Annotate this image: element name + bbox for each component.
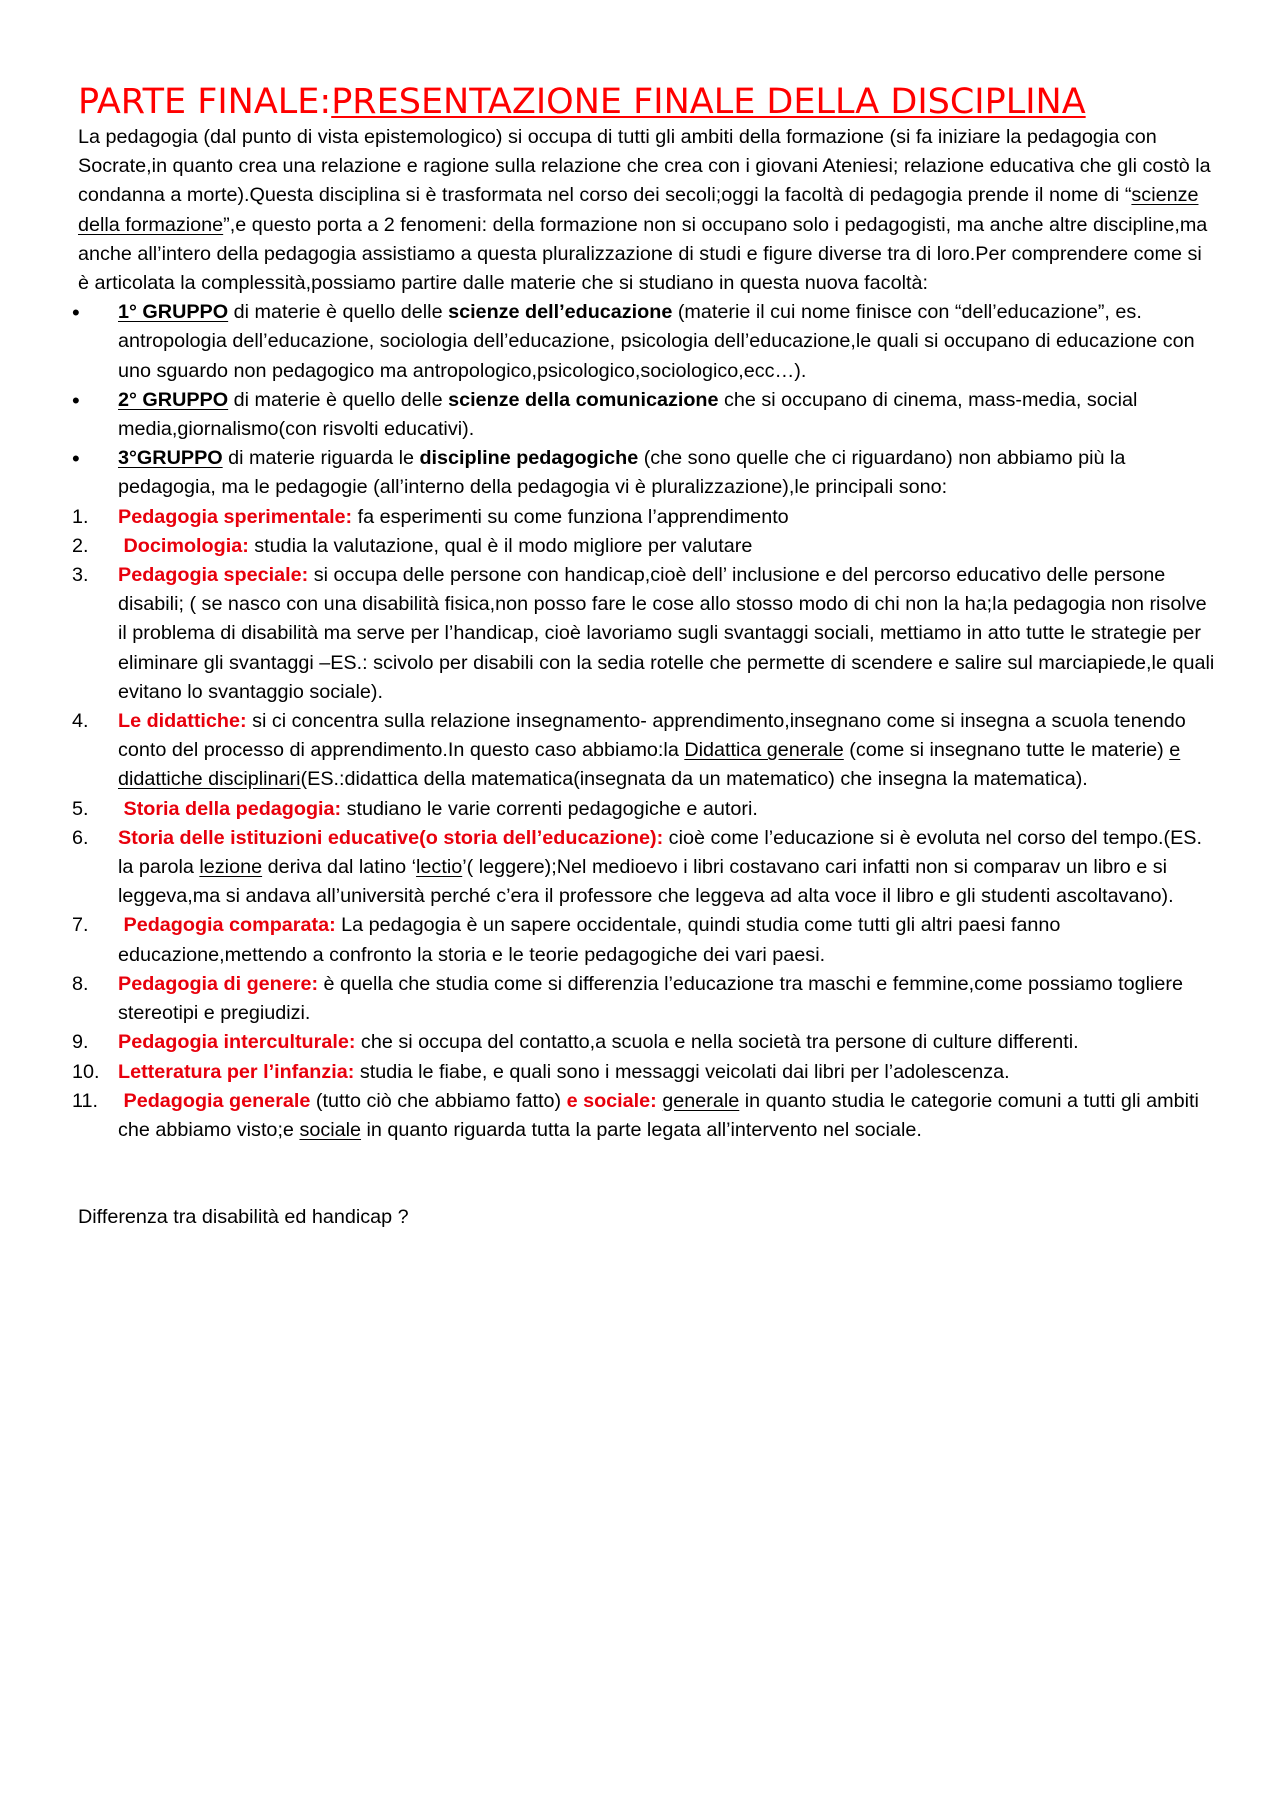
topic-text: si occupa delle persone con handicap,cioè dell’ inclusione e del percorso educativo delle persone disabili; ( se nasco con una disabilità fisica,non posso fare le cose allo stosso modo di chi non la ha;la pedagogia non risolve il problema di disabilità ma serve per l’handicap, cioè lavoriamo sugli svantaggi sociali, mettiamo in atto tutte le strategie per eliminare gli svantaggi –ES.: scivolo per disabili con la sedia rotelle che permette di scendere e salire sul marciapiede,le quali evitano lo svantaggio sociale).: [118, 564, 1215, 703]
group-label: 1° GRUPPO: [118, 301, 229, 324]
topic-text: è quella che studia come si differenzia l’educazione tra maschi e femmine,come possiamo togliere stereotipi e pregiudizi.: [118, 972, 1184, 1025]
group-item: [78, 298, 1218, 386]
topic-term: Storia della pedagogia:: [118, 797, 342, 820]
topic-term: Storia delle istituzioni educative(o storia dell’educazione):: [118, 826, 664, 849]
topic-underlined-term: Didattica generale: [684, 739, 844, 762]
intro-text-b: ”,e questo porta a 2 fenomeni: della formazione non si occupano solo i pedagogisti, ma anche altre discipline,ma anche all’intero della pedagogia assistiamo a questa pluralizzazione di studi e figure diverse tra di loro.Per comprendere come si è articolata la complessità,possiamo partire dalle materie che si studiano in questa nuova facoltà:: [78, 213, 1208, 295]
topic-term: e sociale:: [566, 1089, 657, 1112]
topic-text: deriva dal latino ‘: [262, 856, 417, 879]
closing-question: Differenza tra disabilità ed handicap ?: [78, 1206, 409, 1229]
topic-list: [72, 503, 1218, 1145]
topic-item: [72, 532, 1218, 561]
group-text: di materie riguarda le: [222, 447, 420, 470]
topic-number: 11.: [72, 1089, 99, 1112]
group-text: che si occupano di cinema, mass-media, social media,giornalismo(con risvolti educativi).: [118, 388, 1138, 441]
topic-item: [72, 503, 1218, 532]
topic-number: 1.: [72, 505, 89, 528]
topic-text: cioè come l’educazione si è evoluta nel corso del tempo.(ES. la parola: [118, 826, 1202, 879]
topic-underlined-term: sociale: [299, 1118, 362, 1141]
topic-term: Docimologia:: [118, 534, 249, 557]
group-text: di materie è quello delle: [228, 301, 449, 324]
topic-item: [72, 970, 1218, 1028]
topic-text: in quanto riguarda tutta la parte legata all’intervento nel sociale.: [361, 1118, 922, 1141]
topic-term: Pedagogia sperimentale:: [118, 505, 353, 528]
topic-text: (tutto ciò che abbiamo fatto): [310, 1089, 567, 1112]
topic-item: [72, 1028, 1218, 1057]
topic-text: studiano le varie correnti pedagogiche e autori.: [341, 797, 758, 820]
topic-term: Pedagogia comparata:: [118, 914, 336, 937]
topic-number: 6.: [72, 826, 89, 849]
group-bold-term: scienze dell’educazione: [448, 301, 673, 324]
group-text: di materie è quello delle: [228, 388, 449, 411]
topic-item: [72, 1087, 1218, 1145]
group-item: [78, 444, 1218, 502]
group-bold-term: scienze della comunicazione: [448, 388, 719, 411]
topic-item: [72, 824, 1218, 912]
topic-item: [72, 561, 1218, 707]
document-body: [72, 123, 1218, 1232]
topic-text: La pedagogia è un sapere occidentale, quindi studia come tutti gli altri paesi fanno educazione,mettendo a confronto la storia e le teorie pedagogiche dei vari paesi.: [118, 914, 1061, 966]
topic-number: 5.: [72, 797, 89, 820]
group-bold-term: discipline pedagogiche: [419, 447, 639, 470]
topic-number: 8.: [72, 972, 89, 995]
title-prefix: PARTE FINALE:: [78, 82, 332, 122]
intro-paragraph: [78, 123, 1218, 298]
topic-text: che si occupa del contatto,a scuola e nella società tra persone di culture differenti.: [355, 1031, 1079, 1054]
topic-item: [72, 707, 1218, 795]
topic-number: 4.: [72, 710, 89, 733]
topic-term: Pedagogia interculturale:: [118, 1031, 356, 1054]
topic-text: (ES.:didattica della matematica(insegnata da un matematico) che insegna la matematica).: [300, 768, 1088, 791]
title-main: PRESENTAZIONE FINALE DELLA DISCIPLINA: [331, 82, 1086, 122]
topic-underlined-term: lezione: [199, 856, 263, 879]
topic-number: 7.: [72, 914, 89, 937]
topic-number: 2.: [72, 534, 89, 557]
topic-term: Pedagogia speciale:: [118, 564, 309, 587]
topic-item: [72, 911, 1218, 969]
intro-text-a: La pedagogia (dal punto di vista epistemologico) si occupa di tutti gli ambiti della formazione (si fa iniziare la pedagogia con Socrate,in quanto crea una relazione e ragione sulla relazione che crea con i giovani Ateniesi; relazione educativa che gli costò la condanna a morte).Questa disciplina si è trasformata nel corso dei secoli;oggi la facoltà di pedagogia prende il nome di “: [78, 126, 1211, 207]
topic-underlined-term: e didattiche disciplinari: [118, 739, 1181, 791]
topic-item: [72, 1058, 1218, 1087]
group-text: (materie il cui nome finisce con “dell’educazione”, es. antropologia dell’educazione, sociologia dell’educazione, psicologia dell’educazione,le quali si occupano di educazione con uno sguardo non pedagogico ma antropologico,psicologico,sociologico,ecc…).: [118, 301, 1195, 382]
group-list: [78, 298, 1218, 502]
topic-term: Pedagogia generale: [118, 1089, 311, 1112]
group-label: 3°GRUPPO: [118, 447, 223, 470]
topic-text: si ci concentra sulla relazione insegnamento- apprendimento,insegnano come si insegna a scuola tenendo conto del processo di apprendimento.In questo caso abbiamo:la: [118, 710, 1186, 762]
topic-text: studia la valutazione, qual è il modo migliore per valutare: [248, 534, 753, 557]
document-page: [72, 82, 1218, 1232]
topic-underlined-term: lectio: [416, 856, 463, 879]
topic-term: Le didattiche:: [118, 710, 247, 733]
topic-text: fa esperimenti su come funziona l’apprendimento: [352, 505, 789, 528]
topic-text: (come si insegnano tutte le materie): [843, 739, 1170, 762]
page-title: [78, 82, 1218, 122]
topic-text: ’( leggere);Nel medioevo i libri costavano cari infatti non si comparav un libro e si leggeva,ma si andava all’università perché c’era il professore che leggeva ad alta voce il libro e gli studenti ascoltavano).: [118, 856, 1174, 908]
group-text: (che sono quelle che ci riguardano) non abbiamo più la pedagogia, ma le pedagogie (all’interno della pedagogia vi è pluralizzazione),le principali sono:: [118, 447, 1126, 499]
topic-item: [72, 795, 1218, 824]
topic-term: Pedagogia di genere:: [118, 972, 319, 995]
topic-underlined-term: generale: [662, 1089, 740, 1112]
intro-underlined-term: scienze della formazione: [78, 184, 1199, 236]
topic-number: 10.: [72, 1060, 100, 1083]
group-item: [78, 386, 1218, 444]
topic-number: 9.: [72, 1031, 89, 1054]
topic-number: 3.: [72, 564, 89, 587]
group-label: 2° GRUPPO: [118, 388, 229, 411]
topic-term: Letteratura per l’infanzia:: [118, 1060, 355, 1083]
topic-text: in quanto studia le categorie comuni a tutti gli ambiti che abbiamo visto;e: [118, 1089, 1199, 1141]
topic-text: studia le fiabe, e quali sono i messaggi veicolati dai libri per l’adolescenza.: [354, 1060, 1010, 1083]
